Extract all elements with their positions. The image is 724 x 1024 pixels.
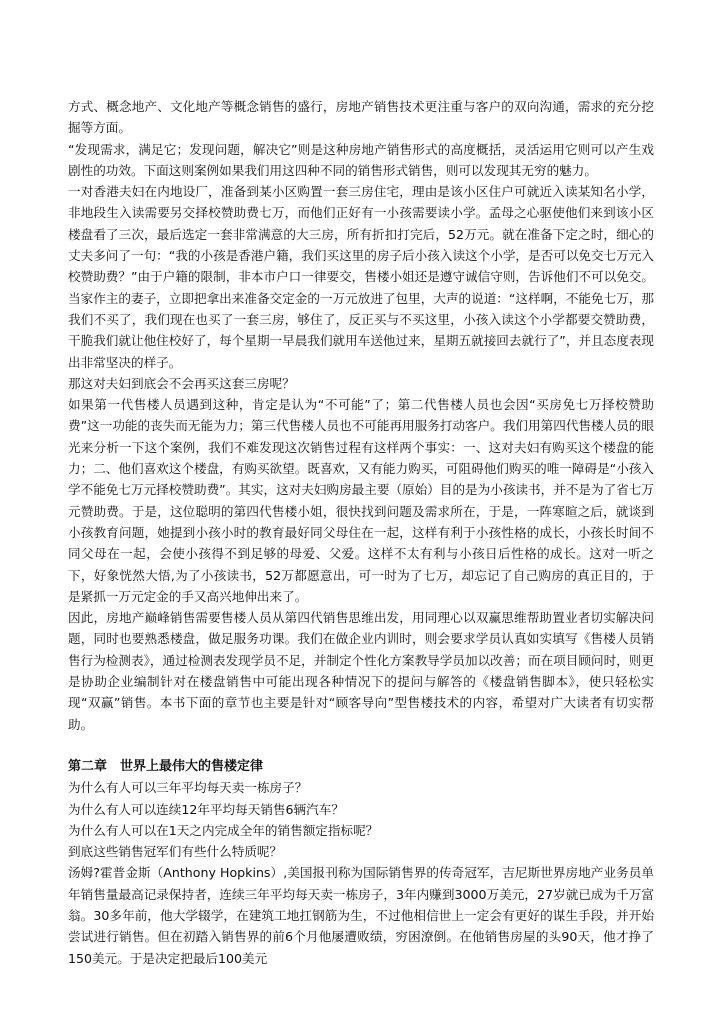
question-line: 为什么有人可以在1天之内完成全年的销售额定指标呢？ — [68, 822, 379, 838]
question-line: 为什么有人可以连续12年平均每天销售6辆汽车？ — [68, 801, 344, 817]
question-line: 到底这些销售冠军们有些什么特质呢？ — [68, 844, 283, 860]
paragraph: 一对香港夫妇在内地设厂，准备到某小区购置一套三房住宅，理由是该小区住户可就近入读某知名小学，非地段生入读需要另交择校赞助费七万，而他们正好有一小孩需要读小学。孟母之心驱使他们来到该小区楼盘看了三次，最后选定一套非常满意的大三房，所有折扣打完后，52万元。就在准备下定之时，细心的丈夫多问了一句：“我的小孩是香港户籍，我们买这里的房子后小孩入读这个小学，是否可以免交七万元入校赞助费？”由于户籍的限制，非本市户口一律要交，售楼小姐还是遵守诚信守则，告诉他们不可以免交。当家作主的妻子，立即把拿出来准备交定金的一万元放进了包里，大声的说道：“这样啊，不能免七万，那我们不买了，我们现在也买了一套三房，够住了，反正买与不买这里，小孩入读这个小学都要交赞助费，干脆我们就让他住校好了，每个星期一早晨我们就用车送他过来，星期五就接回去就行了”，并且态度表现出非常坚决的样子。 — [68, 184, 654, 370]
paragraph: 汤姆?霍普金斯（Anthony Hopkins）,美国报刊称为国际销售界的传奇冠军，吉尼斯世界房地产业务员单年销售量最高记录保持者，连续三年平均每天卖一栋房子，3年内赚到3000万美元，27岁就已成为千万富翁。30多年前，他大学辍学，在建筑工地扛钢筋为生，不过他相信世上一定会有更好的谋生手段，并开始尝试进行销售。但在初踏入销售界的前6个月他屡遭败绩，穷困潦倒。在他销售房屋的头90天，他才挣了150美元。于是决定把最后100美元 — [68, 865, 654, 966]
paragraph: 如果第一代售楼人员遇到这种，肯定是认为“不可能”了；第二代售楼人员也会因“买房免七万择校赞助费”这一功能的丧失而无能为力；第三代售楼人员也不可能再用服务打动客户。我们用第四代售楼人员的眼光来分析一下这个案例，我们不难发现这次销售过程有这样两个事实：一、这对夫妇有购买这个楼盘的能力；二、他们喜欢这个楼盘，有购买欲望。既喜欢，又有能力购买，可阻碍他们购买的唯一障碍是“小孩入学不能免七万元择校赞助费”。其实，这对夫妇购房最主要（原始）目的是为小孩读书，并不是为了省七万元赞助费。于是，这位聪明的第四代售楼小姐，很快找到问题及需求所在，于是，一阵寒暄之后，就谈到小孩教育问题，她提到小孩小时的教育最好同父母住在一起，这样有利于小孩性格的成长，小孩长时间不同父母在一起，会使小孩得不到足够的母爱、父爱。这样不太有利与小孩日后性格的成长。这对一听之下，好象恍然大悟,为了小孩读书，52万都愿意出，可一时为了七万，却忘记了自己购房的真正目的，于是紧抓一万元定金的手又高兴地伸出来了。 — [68, 397, 654, 604]
chapter-heading: 第二章 世界上最伟大的售楼定律 — [68, 758, 264, 774]
question-line: 为什么有人可以三年平均每天卖一栋房子？ — [68, 780, 308, 796]
section-spacer — [68, 735, 654, 756]
paragraph: 方式、概念地产、文化地产等概念销售的盛行，房地产销售技术更注重与客户的双向沟通，需求的充分挖掘等方面。 — [68, 99, 654, 136]
document-page — [68, 96, 654, 969]
paragraph: 因此，房地产巅峰销售需要售楼人员从第四代销售思维出发，用同理心以双赢思维帮助置业者切实解决问题，同时也要熟悉楼盘，做足服务功课。我们在做企业内训时，则会要求学员认真如实填写《售楼人员销售行为检测表》，通过检测表发现学员不足，并制定个性化方案教导学员加以改善；而在项目顾问时，则更是协助企业编制针对在楼盘销售中可能出现各种情况下的提问与解答的《楼盘销售脚本》，使只轻松实现“双赢”销售。本书下面的章节也主要是针对“顾客导向”型售楼技术的内容，希望对广大读者有切实帮助。 — [68, 610, 654, 732]
paragraph: “发现需求，满足它；发现问题，解决它”则是这种房地产销售形式的高度概括，灵活运用它则可以产生戏剧性的功效。下面这则案例如果我们用这四种不同的销售形式销售，则可以发现其无穷的魅力。 — [68, 141, 654, 178]
paragraph: 那这对夫妇到底会不会再买这套三房呢？ — [68, 375, 295, 391]
